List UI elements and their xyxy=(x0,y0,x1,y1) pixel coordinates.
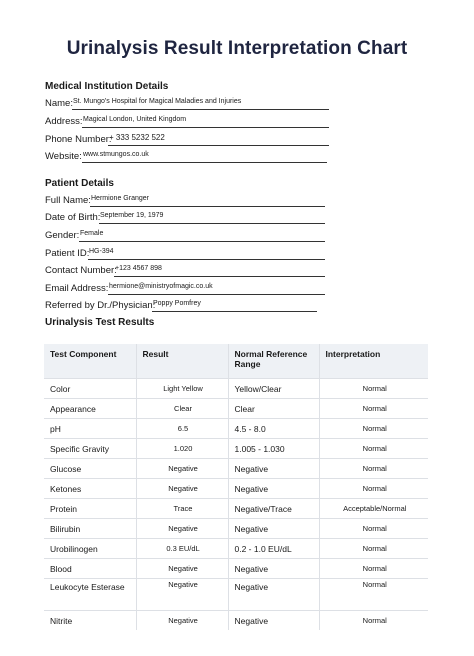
table-row xyxy=(44,419,428,439)
patient-heading: Patient Details xyxy=(45,178,114,189)
interpretation: Normal xyxy=(319,579,428,611)
reference-range: Clear xyxy=(228,399,319,419)
reference-range: Negative xyxy=(228,519,319,539)
field-label: Full Name: xyxy=(45,195,91,206)
test-component: Bilirubin xyxy=(44,519,136,539)
reference-range: 4.5 - 8.0 xyxy=(228,419,319,439)
test-component: Urobilinogen xyxy=(44,539,136,559)
table-row xyxy=(44,539,428,559)
institution-address-field xyxy=(45,114,335,128)
reference-range: Negative xyxy=(228,579,319,611)
test-result: Trace xyxy=(136,499,228,519)
field-label: Website: xyxy=(45,151,82,162)
field-value: Female xyxy=(79,229,325,242)
test-result: Negative xyxy=(136,479,228,499)
reference-range: Negative xyxy=(228,611,319,631)
patient-email-field xyxy=(45,281,335,295)
reference-range: 1.005 - 1.030 xyxy=(228,439,319,459)
field-label: Patient ID: xyxy=(45,248,90,259)
field-value: hermione@ministryofmagic.co.uk xyxy=(108,282,325,295)
reference-range: Negative/Trace xyxy=(228,499,319,519)
test-result: Light Yellow xyxy=(136,379,228,399)
column-header: Test Component xyxy=(44,344,136,379)
field-value: HG-394 xyxy=(88,247,325,260)
column-header: Interpretation xyxy=(319,344,428,379)
table-row xyxy=(44,519,428,539)
interpretation: Normal xyxy=(319,439,428,459)
test-result: Clear xyxy=(136,399,228,419)
column-header: Result xyxy=(136,344,228,379)
institution-name-field xyxy=(45,96,335,110)
test-component: Color xyxy=(44,379,136,399)
field-value: +123 4567 898 xyxy=(114,264,325,277)
patient-name-field xyxy=(45,193,335,207)
institution-heading: Medical Institution Details xyxy=(45,81,169,92)
column-header: Normal Reference Range xyxy=(228,344,319,379)
page-title: Urinalysis Result Interpretation Chart xyxy=(66,38,408,59)
interpretation: Normal xyxy=(319,559,428,579)
reference-range: Negative xyxy=(228,459,319,479)
test-result: 6.5 xyxy=(136,419,228,439)
reference-range: Negative xyxy=(228,559,319,579)
field-value: September 19, 1979 xyxy=(99,211,325,224)
reference-range: Yellow/Clear xyxy=(228,379,319,399)
interpretation: Normal xyxy=(319,379,428,399)
test-result: 0.3 EU/dL xyxy=(136,539,228,559)
patient-referred-field xyxy=(45,298,335,312)
table-row xyxy=(44,459,428,479)
table-row xyxy=(44,559,428,579)
test-component: Appearance xyxy=(44,399,136,419)
test-component: Protein xyxy=(44,499,136,519)
field-label: Contact Number: xyxy=(45,265,117,276)
test-result: Negative xyxy=(136,459,228,479)
interpretation: Normal xyxy=(319,479,428,499)
reference-range: Negative xyxy=(228,479,319,499)
table-row xyxy=(44,439,428,459)
institution-website-field xyxy=(45,149,335,163)
test-component: Ketones xyxy=(44,479,136,499)
field-label: Email Address: xyxy=(45,283,109,294)
field-label: Phone Number: xyxy=(45,134,112,145)
test-component: Nitrite xyxy=(44,611,136,631)
interpretation: Acceptable/Normal xyxy=(319,499,428,519)
table-row xyxy=(44,611,428,631)
table-row xyxy=(44,499,428,519)
patient-contact-field xyxy=(45,263,335,277)
table-row xyxy=(44,579,428,611)
interpretation: Normal xyxy=(319,519,428,539)
field-label: Address: xyxy=(45,116,83,127)
results-table xyxy=(44,344,428,630)
test-result: Negative xyxy=(136,519,228,539)
interpretation: Normal xyxy=(319,459,428,479)
field-label: Referred by Dr./Physician: xyxy=(45,300,156,311)
interpretation: Normal xyxy=(319,539,428,559)
table-row xyxy=(44,479,428,499)
field-label: Gender: xyxy=(45,230,80,241)
test-result: Negative xyxy=(136,611,228,631)
test-component: Leukocyte Esterase xyxy=(44,579,136,611)
results-heading: Urinalysis Test Results xyxy=(45,317,155,328)
interpretation: Normal xyxy=(319,399,428,419)
interpretation: Normal xyxy=(319,611,428,631)
institution-phone-field xyxy=(45,132,335,146)
test-component: Blood xyxy=(44,559,136,579)
field-value: + 333 5232 522 xyxy=(108,133,329,146)
field-value: Hermione Granger xyxy=(90,194,325,207)
patient-gender-field xyxy=(45,228,335,242)
test-component: Specific Gravity xyxy=(44,439,136,459)
patient-id-field xyxy=(45,246,335,260)
table-row xyxy=(44,379,428,399)
test-component: Glucose xyxy=(44,459,136,479)
test-result: Negative xyxy=(136,579,228,611)
reference-range: 0.2 - 1.0 EU/dL xyxy=(228,539,319,559)
field-label: Date of Birth: xyxy=(45,212,101,223)
test-component: pH xyxy=(44,419,136,439)
table-header-row xyxy=(44,344,428,379)
test-result: Negative xyxy=(136,559,228,579)
field-value: Poppy Pomfrey xyxy=(152,299,317,312)
field-value: St. Mungo's Hospital for Magical Maladies and Injuries xyxy=(72,97,329,110)
interpretation: Normal xyxy=(319,419,428,439)
field-value: www.stmungos.co.uk xyxy=(82,150,327,163)
patient-dob-field xyxy=(45,210,335,224)
field-value: Magical London, United Kingdom xyxy=(82,115,329,128)
table-row xyxy=(44,399,428,419)
test-result: 1.020 xyxy=(136,439,228,459)
field-label: Name: xyxy=(45,98,73,109)
